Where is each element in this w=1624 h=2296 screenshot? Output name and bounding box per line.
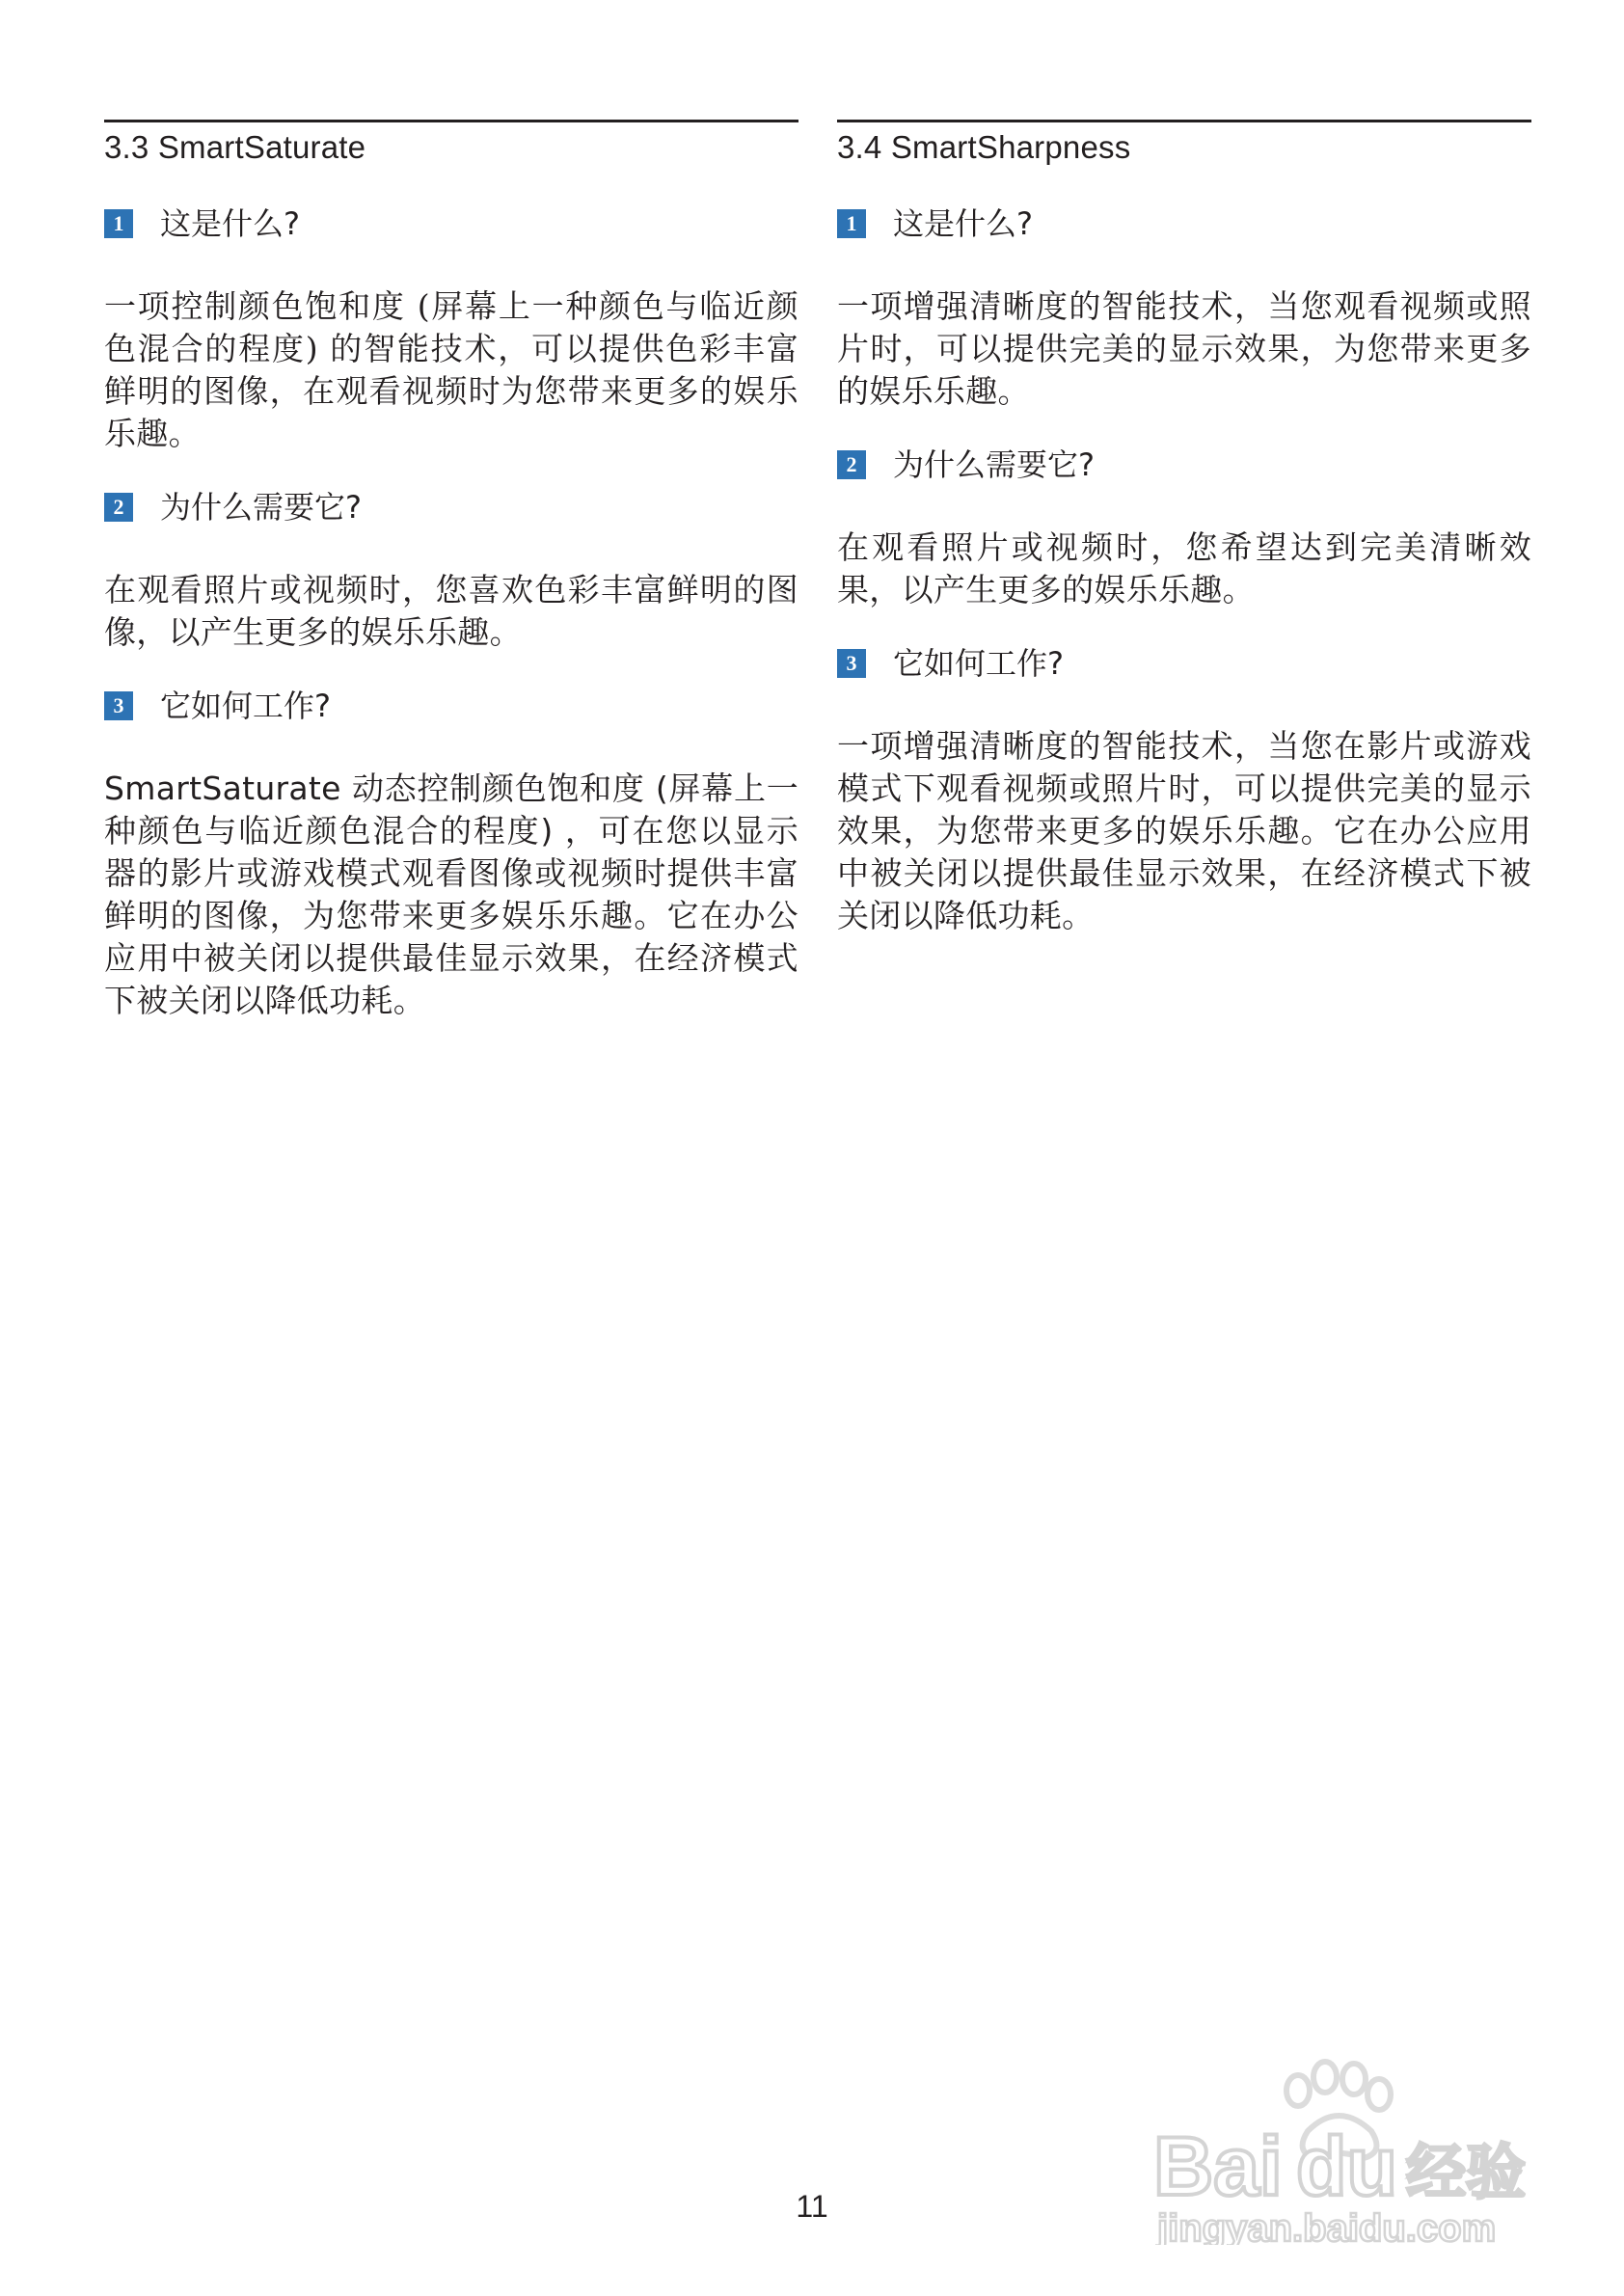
baidu-paw-logo-icon	[1153, 2052, 1539, 2245]
subsection-heading	[104, 203, 798, 245]
subsection-how-it-works	[837, 642, 1531, 937]
subsection-body: 一项增强清晰度的智能技术，当您在影片或游戏模式下观看视频或照片时，可以提供完美的显示效果，为您带来更多的娱乐乐趣。它在办公应用中被关闭以提供最佳显示效果，在经济模式下被关闭以降低功耗。	[837, 727, 1531, 934]
subsection-body: 一项控制颜色饱和度 (屏幕上一种颜色与临近颜色混合的程度) 的智能技术，可以提供色彩丰富鲜明的图像，在观看视频时为您带来更多的娱乐乐趣。	[104, 287, 798, 452]
subsection-heading-text: 为什么需要它?	[893, 446, 1095, 483]
subsection-heading	[837, 203, 1531, 245]
subsection-body: 在观看照片或视频时，您喜欢色彩丰富鲜明的图像，以产生更多的娱乐乐趣。	[104, 571, 798, 651]
subsection-heading-text: 为什么需要它?	[160, 489, 362, 526]
section-smartsharpness	[837, 120, 1531, 937]
subsection-body: 在观看照片或视频时，您希望达到完美清晰效果，以产生更多的娱乐乐趣。	[837, 528, 1531, 608]
subsection-heading-text: 这是什么?	[160, 205, 300, 242]
baidu-jingyan-watermark	[1153, 2052, 1539, 2245]
subsection-heading-text: 它如何工作?	[160, 688, 331, 724]
svg-text:jingyan.baidu.com: jingyan.baidu.com	[1157, 2207, 1497, 2245]
number-badge: 3	[104, 691, 133, 720]
number-badge: 1	[104, 209, 133, 238]
svg-text:Bai: Bai	[1153, 2120, 1283, 2213]
subsection-how-it-works	[104, 685, 798, 1022]
section-title: 3.4 SmartSharpness	[837, 120, 1531, 172]
svg-text:经验: 经验	[1406, 2137, 1527, 2207]
subsection-heading	[104, 685, 798, 727]
subsection-heading-text: 它如何工作?	[893, 645, 1064, 682]
number-badge: 2	[104, 493, 133, 522]
subsection-why-need-it	[104, 486, 798, 654]
subsection-heading-text: 这是什么?	[893, 205, 1033, 242]
subsection-heading	[837, 444, 1531, 486]
subsection-heading	[104, 486, 798, 528]
subsection-body: 一项增强清晰度的智能技术，当您观看视频或照片时，可以提供完美的显示效果，为您带来更多的娱乐乐趣。	[837, 287, 1531, 410]
number-badge: 3	[837, 649, 866, 678]
svg-text:du: du	[1296, 2120, 1398, 2213]
subsection-what-is-it	[837, 203, 1531, 413]
subsection-heading	[837, 642, 1531, 685]
subsection-body: SmartSaturate 动态控制颜色饱和度 (屏幕上一种颜色与临近颜色混合的程度) ，可在您以显示器的影片或游戏模式观看图像或视频时提供丰富鲜明的图像，为您带来更多娱乐乐趣。它在办公应用中被关闭以提供最佳显示效果，在经济模式下被关闭以降低功耗。	[104, 770, 798, 1019]
section-title: 3.3 SmartSaturate	[104, 120, 798, 172]
subsection-why-need-it	[837, 444, 1531, 611]
page-number: 11	[796, 2189, 828, 2224]
section-smartsaturate	[104, 120, 798, 1022]
number-badge: 2	[837, 450, 866, 479]
number-badge: 1	[837, 209, 866, 238]
subsection-what-is-it	[104, 203, 798, 455]
